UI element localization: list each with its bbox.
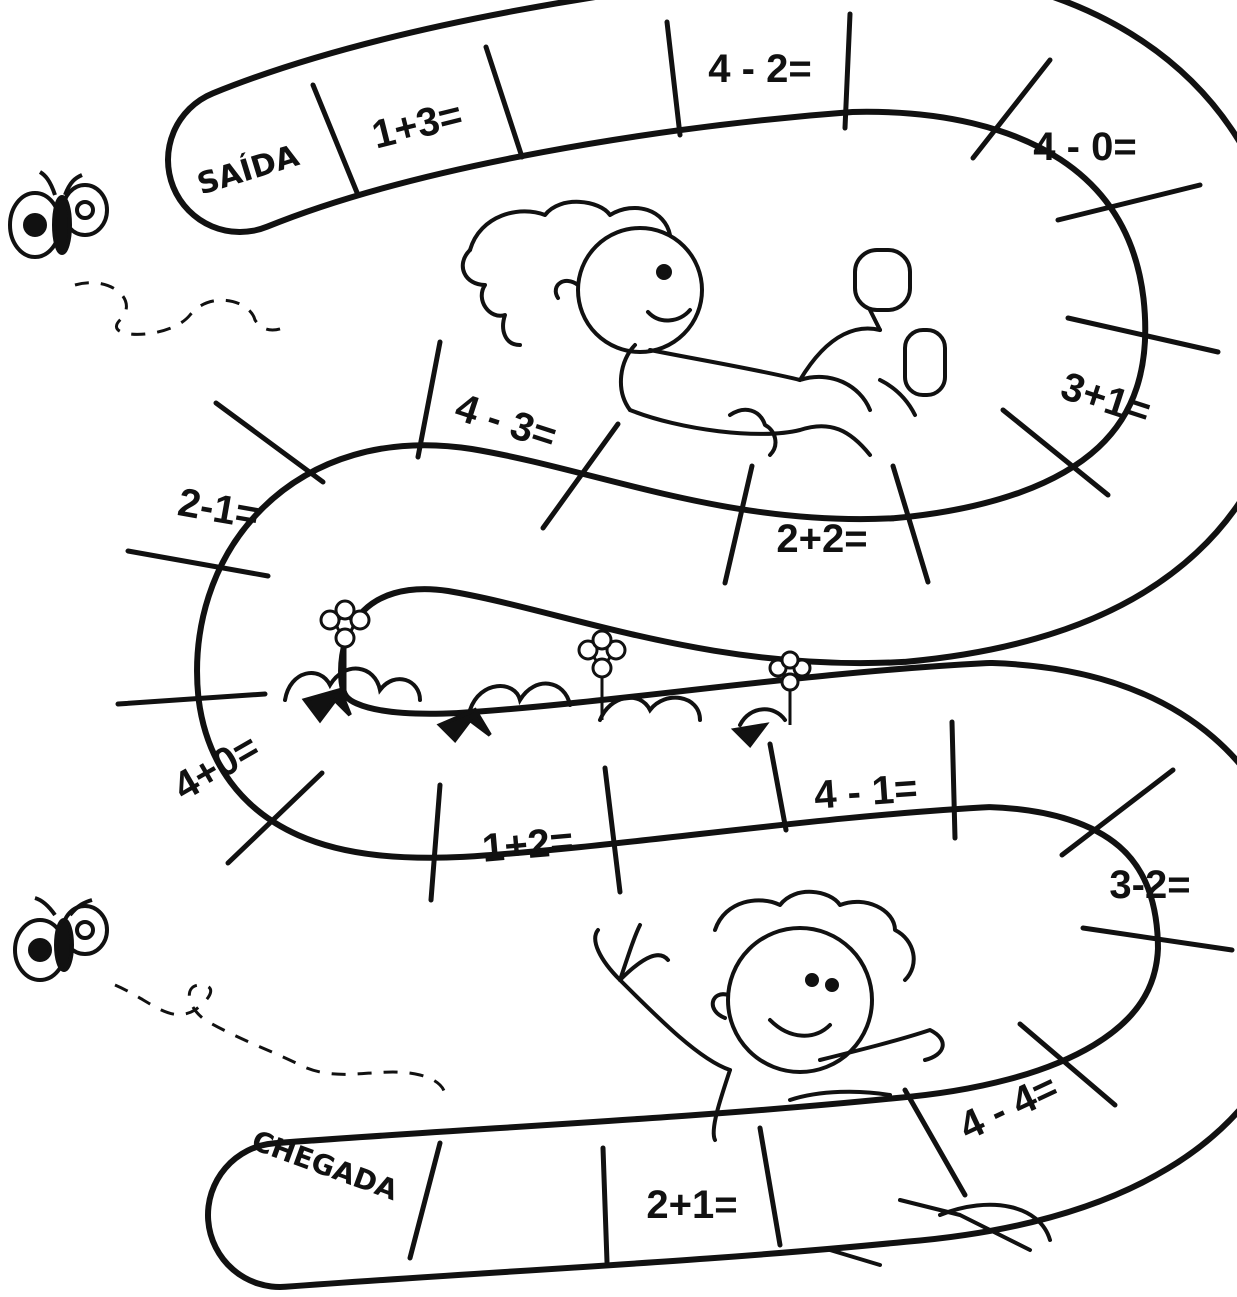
cell-22[interactable]: 4 - 4=	[952, 1065, 1065, 1150]
cell-3[interactable]: 4 - 2=	[708, 47, 812, 91]
cell-9[interactable]: 2+2=	[776, 517, 868, 561]
cell-24[interactable]: 2+1=	[646, 1183, 738, 1227]
cell-7[interactable]: 3+1=	[1055, 364, 1157, 435]
cell-16[interactable]: 1+2=	[480, 819, 576, 871]
cell-12[interactable]: 2-1=	[174, 480, 263, 538]
cell-20[interactable]: 3-2=	[1109, 863, 1191, 907]
cell-11[interactable]: 4 - 3=	[449, 385, 562, 460]
cell-18[interactable]: 4 - 1=	[812, 766, 919, 818]
butterfly-icon	[15, 898, 445, 1095]
finish-label: CHEGADA	[247, 1123, 403, 1208]
cell-1[interactable]: 1+3=	[367, 92, 467, 158]
start-label: SAÍDA	[193, 138, 304, 203]
cell-5[interactable]: 4 - 0=	[1033, 125, 1137, 169]
cell-14[interactable]: 4+0=	[166, 725, 267, 810]
